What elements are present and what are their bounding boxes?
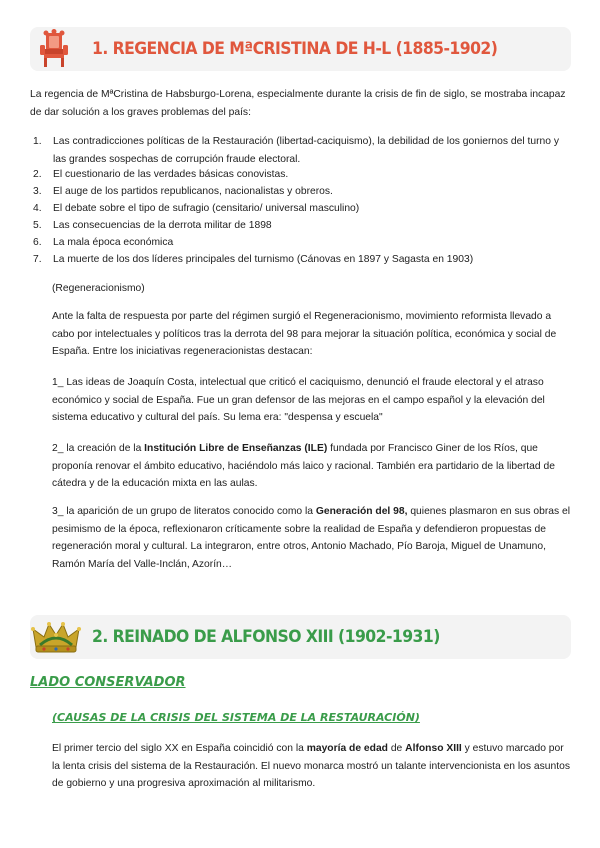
regen-point-3: 3_ la aparición de un grupo de literatos conocido como la Generación del 98, quienes plasmaron en sus obras el pesimismo de la época, reflexionaron críticamente sobre la realidad de España y defendieron propuestas de regeneración moral y cultural. La integraron, entre otros, Antonio Machado, Pío Baroja, Miguel de Unamuno, Ramón María del Valle-Inclán, Azorín…: [52, 506, 571, 570]
list-item: 5. Las consecuencias de la derrota militar de 1898: [33, 220, 272, 231]
throne-icon: [39, 29, 69, 69]
causas-crisis-heading: (CAUSAS DE LA CRISIS DEL SISTEMA DE LA RESTAURACIÓN): [52, 711, 420, 724]
crown-icon: [30, 619, 82, 655]
list-item: 1. Las contradicciones políticas de la Restauración (libertad-caciquismo), la debilidad de los goniernos del turno y las grandes sospechas de corrupción fraude electoral.: [33, 136, 559, 165]
regen-point-2: 2_ la creación de la Institución Libre de Enseñanzas (ILE) fundada por Francisco Giner de los Ríos, que proponía renovar el ámbito educativo, haciéndolo más laico y racional. También era partidario de la libertad de cátedra y de la educación mixta en las aulas.: [52, 443, 555, 489]
section1-banner: [30, 27, 571, 71]
section1-title: 1. REGENCIA DE MªCRISTINA DE H-L (1885-1902): [92, 39, 498, 59]
regen-point-1: 1_ Las ideas de Joaquín Costa, intelectual que criticó el caciquismo, denunció el fraude electoral y el atraso económico y social de España. Fue un gran defensor de las mejoras en el campo español y la elevación del sistema educativo y cultural del país. Su lema era: "despensa y escuela": [52, 377, 545, 423]
list-item: 3. El auge de los partidos republicanos, nacionalistas y obreros.: [33, 186, 333, 197]
list-item: 7. La muerte de los dos líderes principales del turnismo (Cánovas en 1897 y Sagasta en 1903): [33, 254, 474, 265]
section1-intro: La regencia de MªCristina de Habsburgo-Lorena, especialmente durante la crisis de fin de siglo, se mostraba incapaz de dar solución a los graves problemas del país:: [30, 89, 566, 118]
regeneracionismo-label: (Regeneracionismo): [52, 283, 145, 294]
list-item: 4. El debate sobre el tipo de sufragio (censitario/ universal masculino): [33, 203, 360, 214]
list-item: 2. El cuestionario de las verdades básicas conovistas.: [33, 169, 289, 180]
section2-paragraph: El primer tercio del siglo XX en España coincidió con la mayoría de edad de Alfonso XIII y estuvo marcado por la lenta crisis del sistema de la Restauración. El nuevo monarca mostró un talante intervencionista en los asuntos de gobierno y una progresiva aproximación al militarismo.: [52, 743, 570, 789]
list-item: 6. La mala época económica: [33, 237, 174, 248]
section2-banner: [30, 615, 571, 659]
regeneracionismo-intro: Ante la falta de respuesta por parte del régimen surgió el Regeneracionismo, movimiento reformista llevado a cabo por intelectuales y políticos tras la derrota del 98 para mejorar la situación política, económica y social de España. Entre los iniciativas regeneracionistas destacan:: [52, 311, 557, 357]
lado-conservador-heading: LADO CONSERVADOR: [30, 675, 186, 690]
section2-title: 2. REINADO DE ALFONSO XIII (1902-1931): [92, 627, 440, 647]
